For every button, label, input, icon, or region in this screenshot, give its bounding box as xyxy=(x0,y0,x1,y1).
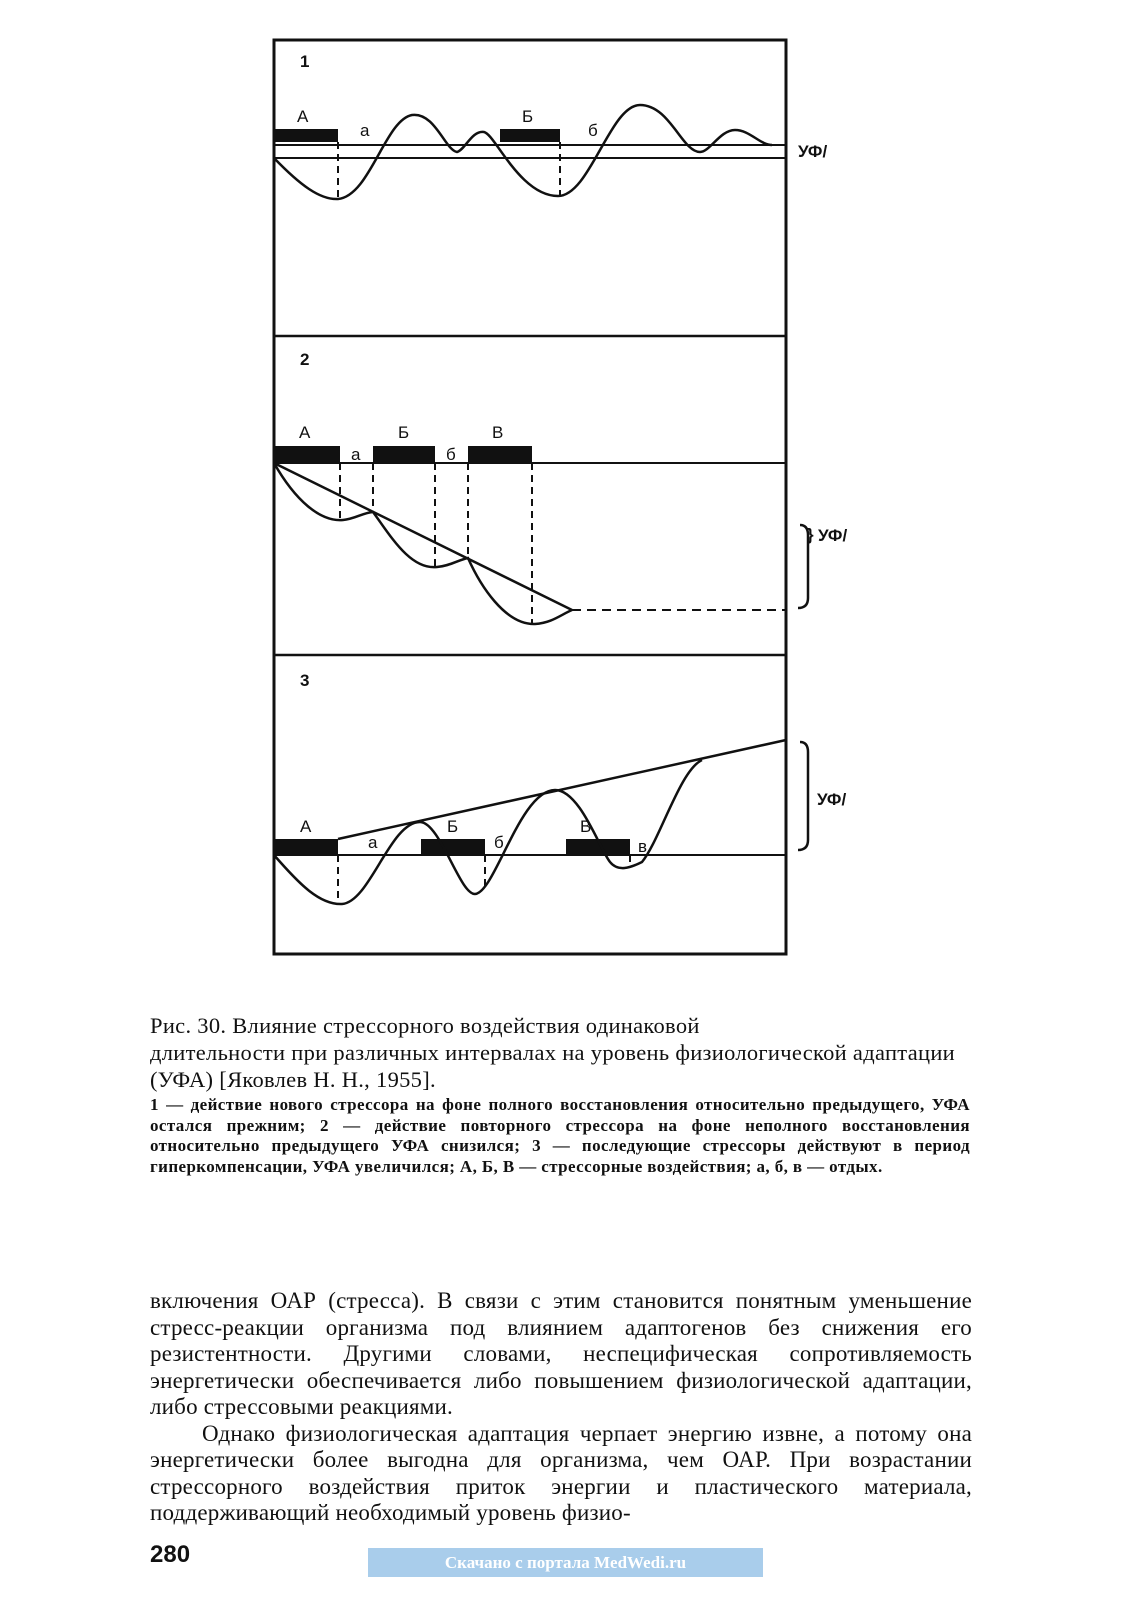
panel-number: 2 xyxy=(300,350,310,369)
stressor-bar-b xyxy=(500,129,560,142)
stressor-label-b: Б xyxy=(398,423,410,442)
stressor-bar-a xyxy=(274,839,338,854)
rest-label-c: в xyxy=(638,837,648,856)
stressor-label-c: В xyxy=(580,817,592,836)
caption-title-line1: Рис. 30. Влияние стрессорного воздействия одинаковой xyxy=(150,1013,700,1038)
panel-3 xyxy=(274,671,846,904)
stressor-label-b: Б xyxy=(522,107,534,126)
page-number: 280 xyxy=(150,1541,191,1568)
rest-label-b: б xyxy=(494,833,504,852)
stressor-bar-a xyxy=(274,129,338,142)
rest-label-a: а xyxy=(360,121,370,140)
stressor-bar-b xyxy=(421,839,485,854)
figure-caption-text: 1 — действие нового стрессора на фоне полного восстановления относительно предыдущего, УФА остался прежним; 2 — действие повторного стрессора на фоне неполного восстановления относительно предыдущего УФА снизился; 3 — последующие стрессоры действуют в период гиперкомпенсации, УФА увеличился; А, Б, В — стрессорные воздействия; а, б, в — отдых. xyxy=(150,1095,970,1176)
level-label: } xyxy=(807,525,814,544)
figure-frame xyxy=(274,40,786,954)
rising-trend-line xyxy=(338,740,786,839)
stressor-label-b: Б xyxy=(447,817,459,836)
rest-label-a: а xyxy=(368,833,378,852)
declining-trend-line xyxy=(274,463,572,610)
rest-label-a: а xyxy=(351,445,361,464)
paragraph: включения ОАР (стресса). В связи с этим становится понятным уменьшение стресс-реакции организма под влиянием адаптогенов без снижения его резистентности. Другими словами, неспецифическая сопротивляемость энергетически обеспечивается либо повышением физиологической адаптации, либо стрессовыми реакциями. xyxy=(150,1288,972,1419)
stressor-bar-a xyxy=(274,446,340,463)
stressor-bar-b xyxy=(373,446,435,463)
stressor-label-a: А xyxy=(300,817,312,836)
level-label: УФ/ xyxy=(817,790,847,809)
rest-label-b: б xyxy=(588,121,598,140)
adaptation-curve xyxy=(274,463,572,624)
stressor-label-a: А xyxy=(299,423,311,442)
level-label: УФ/ xyxy=(818,526,848,545)
watermark-banner: Скачано с портала MedWedi.ru xyxy=(368,1548,763,1577)
panel-1 xyxy=(274,52,827,199)
rest-label-b: б xyxy=(446,445,456,464)
caption-title-line2: длительности при различных интервалах на уровень физиологической адаптации (УФА) [Яковлев Н. Н., 1955]. xyxy=(150,1040,956,1092)
stressor-label-a: А xyxy=(297,107,309,126)
body-text xyxy=(150,1288,972,1527)
panel-number: 3 xyxy=(300,671,310,690)
paragraph: Однако физиологическая адаптация черпает энергию извне, а потому она энергетически более выгодна для организма, чем ОАР. При возрастании стрессорного воздействия приток энергии и пластического материала, поддерживающий необходимый уровень физио- xyxy=(150,1420,972,1525)
level-label: УФ/ xyxy=(798,142,828,161)
figure-caption-title xyxy=(150,1012,970,1093)
stressor-bar-c xyxy=(468,446,532,463)
stressor-label-c: В xyxy=(492,423,504,442)
panel-number: 1 xyxy=(300,52,310,71)
panel-2 xyxy=(274,350,847,624)
level-brace xyxy=(798,742,808,850)
